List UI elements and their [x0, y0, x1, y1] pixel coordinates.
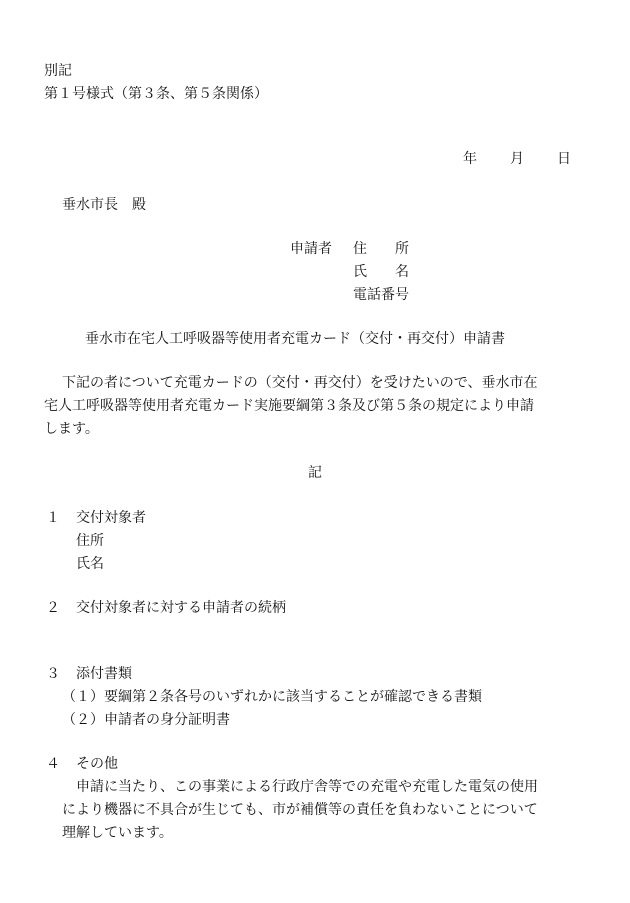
applicant-name-label: 氏 名 [353, 264, 409, 280]
section-4-number: ４ [46, 756, 60, 772]
section-3-item-2: （２）申請者の身分証明書 [62, 712, 230, 728]
section-1-number: １ [46, 510, 60, 526]
addressee: 垂水市長 殿 [62, 197, 146, 213]
date-day: 日 [557, 151, 571, 167]
section-1-name-label: 氏名 [76, 556, 104, 572]
date-year: 年 [463, 151, 477, 167]
section-1-title: 交付対象者 [76, 510, 146, 526]
intro-line-2: 宅人工呼吸器等使用者充電カード実施要綱第３条及び第５条の規定により申請 [44, 398, 534, 414]
section-4-line-2: により機器に不具合が生じても、市が補償等の責任を負わないことについて [62, 802, 538, 818]
applicant-address-label: 住 所 [353, 241, 409, 257]
ki-heading: 記 [308, 465, 322, 481]
applicant-label: 申請者 [290, 241, 332, 257]
intro-line-3: します。 [44, 421, 99, 437]
section-3-title: 添付書類 [76, 666, 132, 682]
section-3-item-1: （１）要綱第２条各号のいずれかに該当することが確認できる書類 [62, 689, 482, 705]
section-4-line-1: 申請に当たり、この事業による行政庁舎等での充電や充電した電気の使用 [76, 779, 538, 795]
section-1-address-label: 住所 [76, 533, 104, 549]
intro-line-1: 下記の者について充電カードの（交付・再交付）を受けたいので、垂水市在 [62, 375, 538, 391]
annex-label: 別記 [44, 63, 72, 79]
date-month: 月 [510, 151, 524, 167]
document-title: 垂水市在宅人工呼吸器等使用者充電カード（交付・再交付）申請書 [85, 331, 505, 347]
applicant-phone-label: 電話番号 [353, 287, 409, 303]
section-2-number: ２ [46, 600, 60, 616]
section-4-line-3: 理解しています。 [62, 825, 173, 841]
section-4-title: その他 [76, 756, 118, 772]
form-number: 第１号様式（第３条、第５条関係） [44, 86, 268, 102]
section-3-number: ３ [46, 666, 60, 682]
section-2-title: 交付対象者に対する申請者の続柄 [76, 600, 286, 616]
